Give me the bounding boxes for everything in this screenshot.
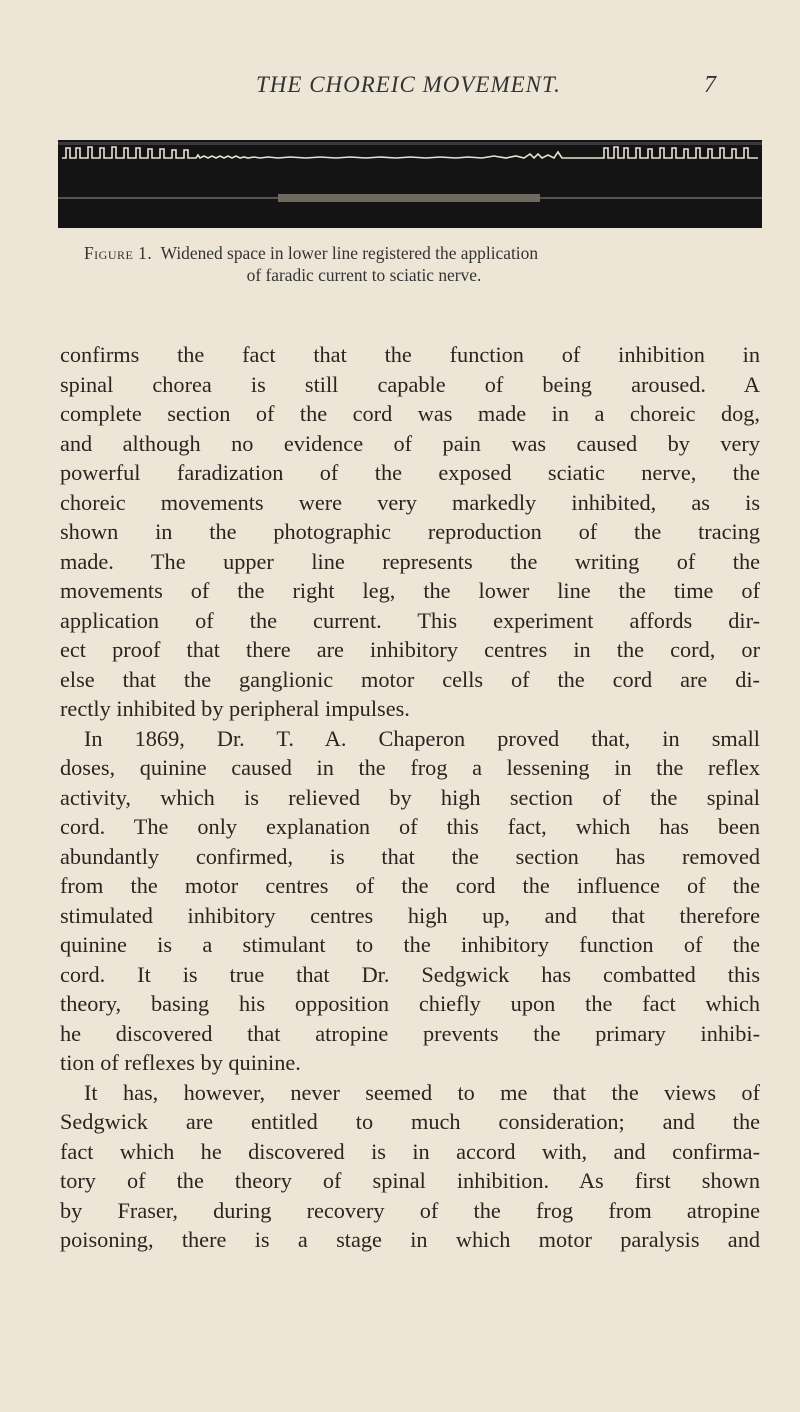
text-line: made. The upper line represents the writing of the <box>60 548 760 574</box>
text-line: theory, basing his opposition chiefly upon the fact which <box>60 991 760 1016</box>
figure-caption <box>84 242 734 286</box>
text-line: from the motor centres of the cord the influence of the <box>60 873 760 898</box>
text-line: In 1869, Dr. T. A. Chaperon proved that, in small <box>84 725 760 751</box>
caption-line-1: Widened space in lower line registered the application <box>160 243 539 263</box>
text-line: It has, however, never seemed to me that the views of <box>84 1079 760 1105</box>
text-line: fact which he discovered is in accord with, and confirma- <box>60 1138 760 1164</box>
text-line: powerful faradization of the exposed sciatic nerve, the <box>60 460 760 485</box>
text-line: he discovered that atropine prevents the primary inhibi- <box>60 1020 760 1046</box>
tracing-figure <box>58 140 762 228</box>
page-number: 7 <box>704 72 716 98</box>
text-line: rectly inhibited by peripheral impulses. <box>60 696 410 721</box>
text-line: tion of reflexes by quinine. <box>60 1050 301 1075</box>
text-line: Sedgwick are entitled to much consideration; and the <box>60 1109 760 1134</box>
text-line: complete section of the cord was made in a choreic dog, <box>60 401 760 426</box>
text-line: application of the current. This experiment affords dir- <box>60 607 760 633</box>
text-line: activity, which is relieved by high section of the spinal <box>60 784 760 810</box>
page-header <box>0 72 800 112</box>
body-text <box>60 340 760 1255</box>
text-line: confirms the fact that the function of inhibition in <box>60 342 760 367</box>
text-line: else that the ganglionic motor cells of the cord are di- <box>60 666 760 692</box>
text-line: cord. It is true that Dr. Sedgwick has combatted this <box>60 961 760 987</box>
text-line: and although no evidence of pain was caused by very <box>60 430 760 456</box>
text-line: by Fraser, during recovery of the frog from atropine <box>60 1197 760 1223</box>
paragraph-3 <box>60 1078 760 1255</box>
text-line: stimulated inhibitory centres high up, and that therefore <box>60 902 760 928</box>
text-line: spinal chorea is still capable of being aroused. A <box>60 371 760 397</box>
text-line: quinine is a stimulant to the inhibitory function of the <box>60 932 760 957</box>
running-title: THE CHOREIC MOVEMENT. <box>256 72 561 97</box>
text-line: movements of the right leg, the lower line the time of <box>60 578 760 603</box>
tracing-image <box>58 140 762 228</box>
paragraph-1 <box>60 340 760 724</box>
text-line: poisoning, there is a stage in which motor paralysis and <box>60 1227 760 1252</box>
text-line: shown in the photographic reproduction of the tracing <box>60 519 760 544</box>
caption-line-2: of faradic current to sciatic nerve. <box>246 265 482 285</box>
text-line: choreic movements were very markedly inhibited, as is <box>60 489 760 515</box>
text-line: tory of the theory of spinal inhibition. As first shown <box>60 1168 760 1193</box>
paragraph-2 <box>60 724 760 1078</box>
widened-space-marker <box>278 194 540 202</box>
text-line: cord. The only explanation of this fact, which has been <box>60 814 760 839</box>
figure-label: Figure 1. <box>84 243 153 263</box>
text-line: doses, quinine caused in the frog a lessening in the reflex <box>60 755 760 780</box>
text-line: abundantly confirmed, is that the section has removed <box>60 843 760 869</box>
text-line: ect proof that there are inhibitory centres in the cord, or <box>60 637 760 662</box>
